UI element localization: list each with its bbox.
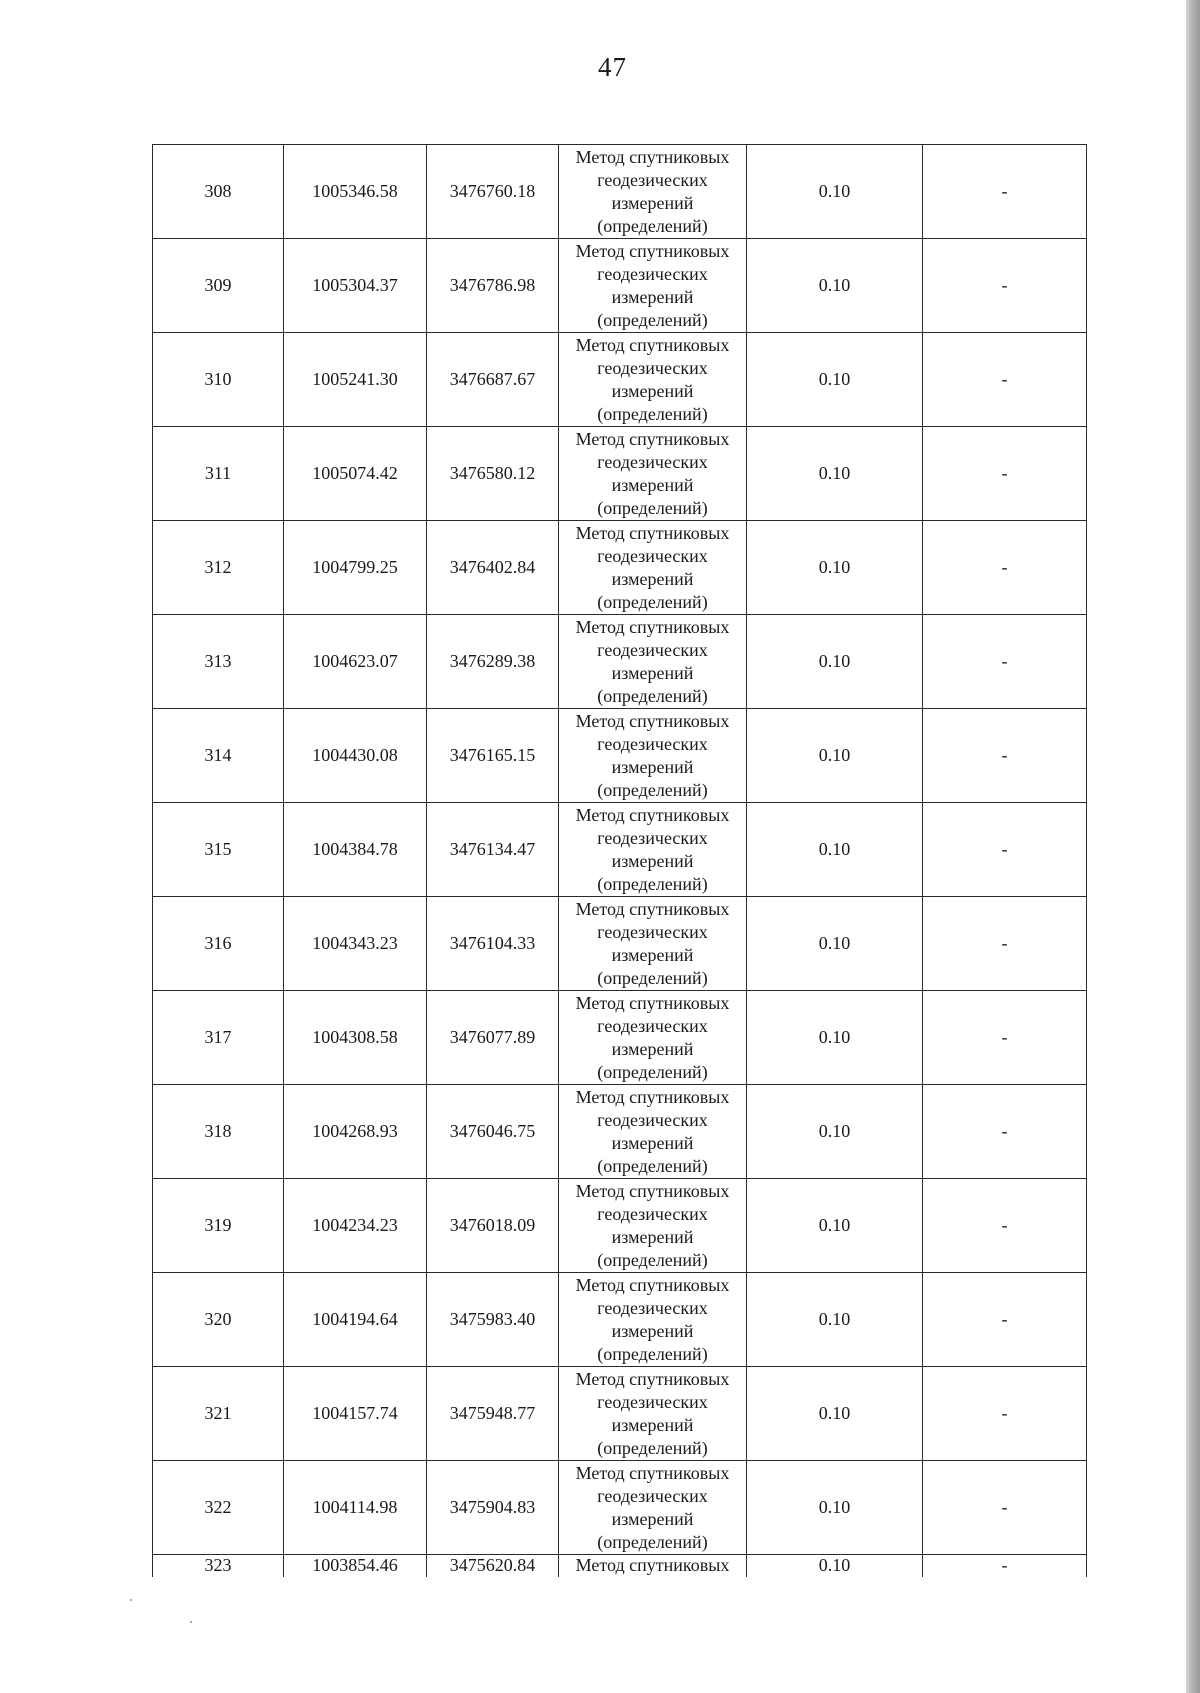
point-number-cell: 322 bbox=[153, 1461, 284, 1555]
x-coordinate-cell: 1004343.23 bbox=[284, 897, 427, 991]
scan-speck bbox=[190, 1621, 192, 1623]
y-coordinate-cell: 3475983.40 bbox=[427, 1273, 559, 1367]
y-coordinate-cell: 3476018.09 bbox=[427, 1179, 559, 1273]
method-cell: Метод спутниковых геодезических измерений (определений) bbox=[559, 145, 747, 239]
x-coordinate-cell: 1004234.23 bbox=[284, 1179, 427, 1273]
note-cell: - bbox=[923, 1555, 1087, 1578]
method-cell: Метод спутниковых геодезических измерений (определений) bbox=[559, 521, 747, 615]
y-coordinate-cell: 3476687.67 bbox=[427, 333, 559, 427]
point-number-cell: 314 bbox=[153, 709, 284, 803]
point-number-cell: 318 bbox=[153, 1085, 284, 1179]
accuracy-cell: 0.10 bbox=[747, 1461, 923, 1555]
accuracy-cell: 0.10 bbox=[747, 1179, 923, 1273]
table-row-partial bbox=[153, 1555, 1087, 1578]
x-coordinate-cell: 1005241.30 bbox=[284, 333, 427, 427]
x-coordinate-cell: 1004799.25 bbox=[284, 521, 427, 615]
table-row bbox=[153, 1367, 1087, 1461]
x-coordinate-cell: 1004194.64 bbox=[284, 1273, 427, 1367]
x-coordinate-cell: 1005346.58 bbox=[284, 145, 427, 239]
y-coordinate-cell: 3476402.84 bbox=[427, 521, 559, 615]
table-row bbox=[153, 803, 1087, 897]
note-cell: - bbox=[923, 615, 1087, 709]
method-cell: Метод спутниковых геодезических измерений (определений) bbox=[559, 1179, 747, 1273]
table-row bbox=[153, 239, 1087, 333]
y-coordinate-cell: 3475904.83 bbox=[427, 1461, 559, 1555]
scan-edge-shadow bbox=[1186, 0, 1200, 1693]
y-coordinate-cell: 3476104.33 bbox=[427, 897, 559, 991]
method-cell: Метод спутниковых геодезических измерений (определений) bbox=[559, 333, 747, 427]
note-cell: - bbox=[923, 1085, 1087, 1179]
method-cell: Метод спутниковых геодезических измерений (определений) bbox=[559, 991, 747, 1085]
accuracy-cell: 0.10 bbox=[747, 991, 923, 1085]
point-number-cell: 308 bbox=[153, 145, 284, 239]
x-coordinate-cell: 1004308.58 bbox=[284, 991, 427, 1085]
table-row bbox=[153, 1273, 1087, 1367]
note-cell: - bbox=[923, 427, 1087, 521]
method-cell: Метод спутниковых геодезических измерений (определений) bbox=[559, 1085, 747, 1179]
accuracy-cell: 0.10 bbox=[747, 1367, 923, 1461]
x-coordinate-cell: 1004430.08 bbox=[284, 709, 427, 803]
x-coordinate-cell: 1004268.93 bbox=[284, 1085, 427, 1179]
method-cell: Метод спутниковых геодезических измерений (определений) bbox=[559, 615, 747, 709]
table-row bbox=[153, 333, 1087, 427]
table-row bbox=[153, 521, 1087, 615]
point-number-cell: 321 bbox=[153, 1367, 284, 1461]
x-coordinate-cell: 1005074.42 bbox=[284, 427, 427, 521]
point-number-cell: 311 bbox=[153, 427, 284, 521]
method-cell: Метод спутниковых геодезических измерений (определений) bbox=[559, 1367, 747, 1461]
y-coordinate-cell: 3475620.84 bbox=[427, 1555, 559, 1578]
accuracy-cell: 0.10 bbox=[747, 615, 923, 709]
note-cell: - bbox=[923, 991, 1087, 1085]
accuracy-cell: 0.10 bbox=[747, 803, 923, 897]
point-number-cell: 319 bbox=[153, 1179, 284, 1273]
point-number-cell: 310 bbox=[153, 333, 284, 427]
note-cell: - bbox=[923, 1179, 1087, 1273]
note-cell: - bbox=[923, 521, 1087, 615]
point-number-cell: 316 bbox=[153, 897, 284, 991]
y-coordinate-cell: 3476289.38 bbox=[427, 615, 559, 709]
point-number-cell: 320 bbox=[153, 1273, 284, 1367]
table-row bbox=[153, 897, 1087, 991]
x-coordinate-cell: 1004623.07 bbox=[284, 615, 427, 709]
y-coordinate-cell: 3476760.18 bbox=[427, 145, 559, 239]
method-cell: Метод спутниковых геодезических измерений (определений) bbox=[559, 897, 747, 991]
note-cell: - bbox=[923, 239, 1087, 333]
y-coordinate-cell: 3476046.75 bbox=[427, 1085, 559, 1179]
note-cell: - bbox=[923, 709, 1087, 803]
x-coordinate-cell: 1005304.37 bbox=[284, 239, 427, 333]
table-row bbox=[153, 615, 1087, 709]
method-cell: Метод спутниковых геодезических измерений (определений) bbox=[559, 709, 747, 803]
accuracy-cell: 0.10 bbox=[747, 239, 923, 333]
table-row bbox=[153, 1085, 1087, 1179]
point-number-cell: 309 bbox=[153, 239, 284, 333]
y-coordinate-cell: 3476786.98 bbox=[427, 239, 559, 333]
y-coordinate-cell: 3476134.47 bbox=[427, 803, 559, 897]
point-number-cell: 315 bbox=[153, 803, 284, 897]
point-number-cell: 317 bbox=[153, 991, 284, 1085]
table-row bbox=[153, 709, 1087, 803]
x-coordinate-cell: 1004384.78 bbox=[284, 803, 427, 897]
method-cell: Метод спутниковых геодезических измерений (определений) bbox=[559, 1461, 747, 1555]
table-row bbox=[153, 991, 1087, 1085]
accuracy-cell: 0.10 bbox=[747, 1555, 923, 1578]
y-coordinate-cell: 3476580.12 bbox=[427, 427, 559, 521]
table-row bbox=[153, 145, 1087, 239]
method-cell: Метод спутниковых геодезических измерений (определений) bbox=[559, 427, 747, 521]
page-number: 47 bbox=[598, 52, 627, 82]
table-row bbox=[153, 427, 1087, 521]
scan-speck bbox=[130, 1599, 132, 1601]
accuracy-cell: 0.10 bbox=[747, 427, 923, 521]
point-number-cell: 323 bbox=[153, 1555, 284, 1578]
y-coordinate-cell: 3476165.15 bbox=[427, 709, 559, 803]
y-coordinate-cell: 3475948.77 bbox=[427, 1367, 559, 1461]
accuracy-cell: 0.10 bbox=[747, 521, 923, 615]
note-cell: - bbox=[923, 145, 1087, 239]
note-cell: - bbox=[923, 1367, 1087, 1461]
accuracy-cell: 0.10 bbox=[747, 333, 923, 427]
method-cell: Метод спутниковых bbox=[559, 1555, 747, 1578]
method-cell: Метод спутниковых геодезических измерений (определений) bbox=[559, 1273, 747, 1367]
method-cell: Метод спутниковых геодезических измерений (определений) bbox=[559, 239, 747, 333]
accuracy-cell: 0.10 bbox=[747, 897, 923, 991]
accuracy-cell: 0.10 bbox=[747, 1085, 923, 1179]
note-cell: - bbox=[923, 1461, 1087, 1555]
note-cell: - bbox=[923, 897, 1087, 991]
note-cell: - bbox=[923, 1273, 1087, 1367]
x-coordinate-cell: 1003854.46 bbox=[284, 1555, 427, 1578]
table-row bbox=[153, 1179, 1087, 1273]
accuracy-cell: 0.10 bbox=[747, 1273, 923, 1367]
table-row bbox=[153, 1461, 1087, 1555]
point-number-cell: 312 bbox=[153, 521, 284, 615]
accuracy-cell: 0.10 bbox=[747, 709, 923, 803]
x-coordinate-cell: 1004114.98 bbox=[284, 1461, 427, 1555]
coordinates-table-body bbox=[153, 145, 1087, 1578]
note-cell: - bbox=[923, 333, 1087, 427]
accuracy-cell: 0.10 bbox=[747, 145, 923, 239]
point-number-cell: 313 bbox=[153, 615, 284, 709]
coordinates-table bbox=[152, 144, 1087, 1577]
y-coordinate-cell: 3476077.89 bbox=[427, 991, 559, 1085]
note-cell: - bbox=[923, 803, 1087, 897]
x-coordinate-cell: 1004157.74 bbox=[284, 1367, 427, 1461]
method-cell: Метод спутниковых геодезических измерений (определений) bbox=[559, 803, 747, 897]
